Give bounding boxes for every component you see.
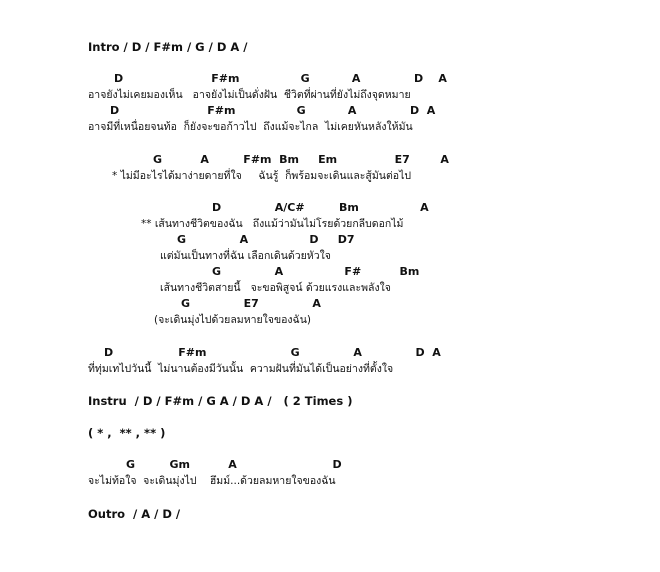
- outro-line: Outro / A / D /: [88, 507, 181, 521]
- lyric-line: ** เส้นทางชีวิตของฉัน ถึงแม้ว่ามันไม่โรยด้วยกลีบดอกไม้: [141, 218, 404, 230]
- lyric-line: แต่มันเป็นทางที่ฉัน เลือกเดินด้วยหัวใจ: [160, 250, 331, 262]
- lyric-line: เส้นทางชีวิตสายนี้ จะขอพิสูจน์ ด้วยแรงและพลังใจ: [160, 282, 391, 294]
- lyric-line: อาจมีที่เหนื่อยจนท้อ ก็ยังจะขอก้าวไป ถึงแม้จะไกล ไม่เคยหันหลังให้มัน: [88, 121, 413, 133]
- intro-line: Intro / D / F#m / G / D A /: [88, 40, 248, 54]
- lyric-line: (จะเดินมุ่งไปด้วยลมหายใจของฉัน): [154, 314, 311, 326]
- instru-line: Instru / D / F#m / G A / D A / ( 2 Times ): [88, 394, 353, 408]
- chord-line: G A D D7: [177, 233, 355, 246]
- lyric-line: * ไม่มีอะไรได้มาง่ายดายที่ใจ ฉันรู้ ก็พร้อมจะเดินและสู้มันต่อไป: [112, 170, 412, 182]
- chord-line: D F#m G A D A: [104, 346, 441, 359]
- chord-line: G A F#m Bm Em E7 A: [153, 153, 449, 166]
- chord-line: G E7 A: [181, 297, 321, 310]
- chord-line: G A F# Bm: [212, 265, 420, 278]
- chord-line: D F#m G A D A: [114, 72, 447, 85]
- repeat-line: ( * , ** , ** ): [88, 426, 166, 440]
- chord-line: G Gm A D: [126, 458, 342, 471]
- lyric-line: จะไม่ท้อใจ จะเดินมุ่งไป ฮึมม์...ด้วยลมหายใจของฉัน: [88, 475, 336, 487]
- lyric-line: ที่ทุ่มเทไปวันนี้ ไม่นานต้องมีวันนั้น ความฝันที่มันได้เป็นอย่างที่ตั้งใจ: [88, 363, 394, 375]
- lyric-line: อาจยังไม่เคยมองเห็น อาจยังไม่เป็นดั่งฝัน ชีวิตที่ผ่านที่ยังไม่ถึงจุดหมาย: [88, 89, 411, 101]
- chord-line: D F#m G A D A: [110, 104, 436, 117]
- chord-line: D A/C# Bm A: [212, 201, 429, 214]
